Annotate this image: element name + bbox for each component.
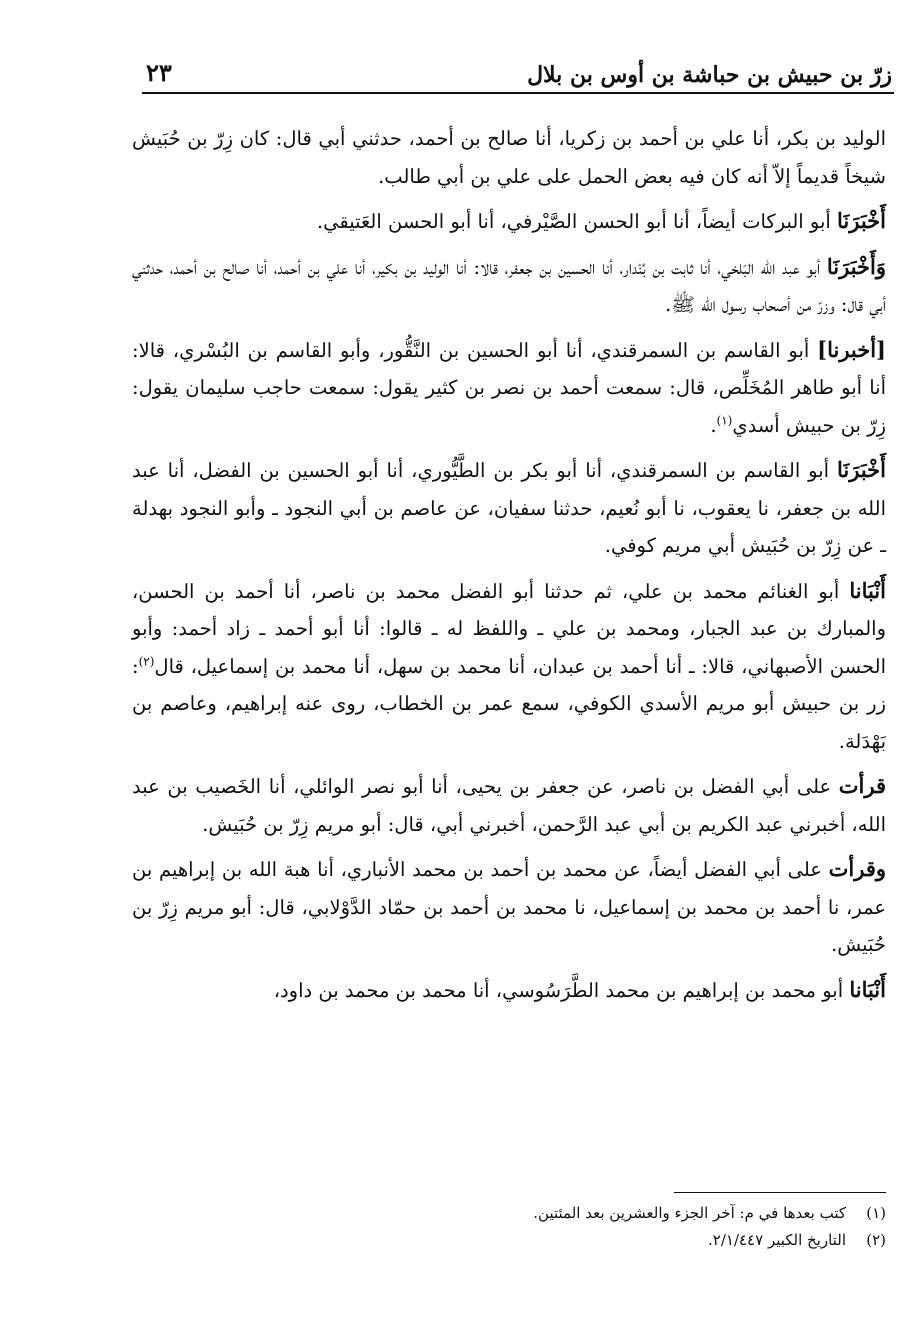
paragraph-9: أَنْبَانا أبو محمد بن إبراهيم بن محمد الطَّرَسُوسي، أنا محمد بن محمد بن داود،: [273, 976, 886, 1002]
footnote-number: (١): [866, 1204, 886, 1222]
page-header: [142, 52, 894, 94]
paragraph-5: أَخْبَرَنَا أبو القاسم بن السمرقندي، أنا أبو بكر بن الطَّيُّوري، أنا أبو الحسين بن الفضل، أنا عبد الله بن جعفر، نا يعقوب، نا أبو نُعيم، حدثنا سفيان، عن عاصم بن أبي النجود ـ وأبو النجود بهدلة ـ عن زِرّ بن حُبَيش أبي مريم كوفي.: [132, 457, 886, 557]
footnote-marker: (٢): [138, 654, 155, 668]
paragraph-2: أَخْبَرَنَا أبو البركات أيضاً، أنا أبو الحسن الصَّيْرفي، أنا أبو الحسن العَتيقي.: [316, 208, 886, 233]
footnotes: [132, 1200, 886, 1254]
paragraph-lead: وقرأت: [828, 856, 886, 881]
footnote-text: التاريخ الكبير ٢/١/٤٤٧.: [708, 1231, 846, 1249]
paragraph-lead: أَنْبَانا: [849, 577, 886, 603]
paragraph-lead: وَأَخْبَرَنَا: [826, 253, 886, 279]
paragraph-8: وقرأت على أبي الفضل أيضاً، عن محمد بن أحمد بن محمد الأنباري، أنا هبة الله بن إبراهيم بن عمر، نا أحمد بن محمد بن إسماعيل، نا محمد بن أحمد بن حمّاد الدَّوْلابي، قال: أبو مريم زِرّ بن حُبَيش.: [132, 856, 886, 956]
running-title: زرّ بن حبيش بن حباشة بن أوس بن بلال: [527, 62, 892, 88]
paragraph-4: [أخبرنا] أبو القاسم بن السمرقندي، أنا أبو الحسين بن النَّقُّور، وأبو القاسم بن البُسْري، قالا: أنا أبو طاهر المُخَلِّص، قال: سمعت أحمد بن نصر بن كثير يقول: سمعت حاجب سليمان يقول: زِرّ بن حبيش أسدي$^{(١)}$.: [132, 336, 886, 437]
paragraph-3: وَأَخْبَرَنَا أبو عبد الله البَلخي، أنا ثابت بن بُنْدار، أنا الحسين بن جعفر، قالا: أنا الوليد بن بكير، أنا علي بن أحمد، أنا صالح بن أحمد، حدثني أبي قال: وزرّ من أصحاب رسول الله ﷺ.: [132, 253, 886, 316]
paragraph-lead: أَنْبَانا: [849, 976, 886, 1002]
paragraph-lead: قرأت: [838, 773, 886, 798]
footnote-1: [132, 1200, 886, 1227]
footnote-divider: [674, 1192, 886, 1193]
footnote-number: (٢): [866, 1231, 886, 1249]
paragraph-lead: أَخْبَرَنَا: [837, 457, 886, 482]
main-text: [132, 120, 886, 1016]
paragraph-7: قرأت على أبي الفضل بن ناصر، عن جعفر بن يحيى، أنا أبو نصر الوائلي، أنا الخَصيب بن عبد الله، أخبرني عبد الكريم بن أبي عبد الرَّحمن، أخبرني أبي، قال: أبو مريم زِرّ بن حُبَيش.: [132, 773, 886, 836]
page-number: ٢٣: [146, 58, 172, 87]
footnote-2: [132, 1227, 886, 1254]
footnote-text: كتب بعدها في م: آخر الجزء والعشرين بعد المئتين.: [533, 1204, 846, 1222]
footnote-marker: (١): [716, 413, 733, 427]
paragraph-6: أَنْبَانا أبو الغنائم محمد بن علي، ثم حدثنا أبو الفضل محمد بن ناصر، أنا أحمد بن الحسن، والمبارك بن عبد الجبار، ومحمد بن علي ـ واللفظ له ـ قالوا: أنا أبو أحمد ـ زاد أحمد: وأبو الحسن الأصبهاني، قالا: ـ أنا أحمد بن عبدان، أنا محمد بن سهل، أنا محمد بن إسماعيل، قال$^{(٢)}$: زر بن حبيش أبو مريم الأسدي الكوفي، سمع عمر بن الخطاب، روى عنه إبراهيم، وعاصم بن بَهْدَلة.: [132, 577, 886, 753]
paragraph-1: الوليد بن بكر، أنا علي بن أحمد بن زكريا، أنا صالح بن أحمد، حدثني أبي قال: كان زِرّ بن حُبَيش شيخاً قديماً إلاّ أنه كان فيه بعض الحمل على علي بن أبي طالب.: [132, 127, 886, 188]
paragraph-lead: أَخْبَرَنَا: [837, 208, 886, 233]
paragraph-lead: [أخبرنا]: [817, 336, 886, 362]
